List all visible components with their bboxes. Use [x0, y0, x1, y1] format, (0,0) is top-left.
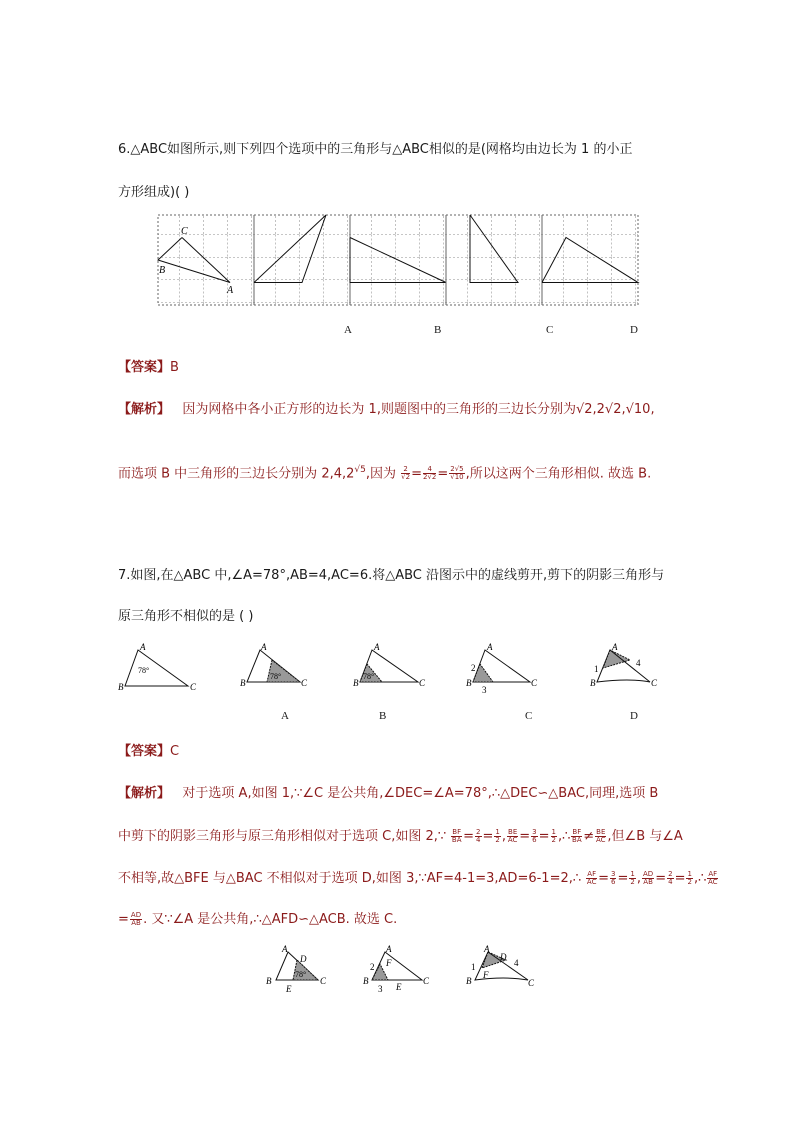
- analysis-text: 而选项 B 中三角形的三边长分别为 2,4,2: [118, 466, 355, 482]
- fraction: $\frac{1}{2}$: [687, 870, 692, 886]
- q6-option-b: B: [434, 324, 442, 336]
- q7-analysis-figure-2: [363, 944, 430, 994]
- q7-option-d-triangle: [590, 642, 658, 688]
- svg-text:B: B: [118, 682, 124, 692]
- svg-text:4: 4: [636, 658, 641, 668]
- svg-text:A: A: [484, 944, 490, 954]
- fraction: $\frac{2√5}{√10}$: [450, 465, 464, 482]
- fraction: $\frac{2}{√2}$: [401, 465, 411, 482]
- svg-text:B: B: [353, 678, 359, 688]
- svg-text:78°: 78°: [270, 672, 282, 681]
- fraction: $\frac{1}{2}$: [551, 828, 557, 844]
- q6-label-c: C: [181, 226, 188, 237]
- fraction: $\frac{AD}{AB}$: [130, 911, 142, 927]
- q6-grid-option-c: [446, 215, 542, 305]
- q6-label-a: A: [227, 285, 234, 296]
- svg-text:1: 1: [594, 664, 599, 674]
- fraction: $\frac{BE}{AC}$: [507, 828, 518, 844]
- q6-grid-original: [158, 215, 254, 305]
- analysis-text: 对于选项 A,如图 1,∵∠C 是公共角,∠DEC=∠A=78°,∴△DEC∽△BAC,同理,选项 B: [182, 786, 659, 801]
- q6-option-c: C: [546, 324, 554, 336]
- answer-value: B: [170, 360, 179, 375]
- svg-text:2: 2: [370, 962, 375, 972]
- q6-label-b: B: [159, 265, 166, 276]
- fraction: $\frac{AF}{AC}$: [707, 870, 718, 886]
- analysis-text: 中剪下的阴影三角形与原三角形相似对于选项 C,如图 2,∵: [118, 829, 447, 844]
- analysis-tag: 【解析】: [118, 402, 171, 417]
- q7-analysis-figures: [260, 940, 550, 1000]
- fraction: $\frac{BE}{AC}$: [596, 828, 606, 844]
- svg-text:B: B: [266, 976, 272, 986]
- svg-text:3: 3: [482, 685, 487, 695]
- fraction: $\frac{3}{6}$: [532, 828, 537, 844]
- svg-text:B: B: [240, 678, 246, 688]
- q7-analysis-line1: [118, 784, 658, 804]
- fraction: $\frac{AD}{AB}$: [643, 870, 654, 886]
- svg-text:3: 3: [378, 984, 383, 994]
- svg-text:1: 1: [471, 962, 476, 972]
- svg-text:F: F: [483, 970, 489, 980]
- svg-text:C: C: [419, 678, 426, 688]
- svg-text:D: D: [300, 954, 307, 964]
- q7-analysis-line2: 中剪下的阴影三角形与原三角形相似对于选项 C,如图 2,∵ $\frac{BF}{BA}$ = $\frac{2}{4}$ = $\frac{1}{2}$ , $\frac{BE}{AC}$ = $\frac{3}{6}$ = $\frac{1}{2}$ ,∴ $\frac{BF}{BA}$ ≠ $\frac{BE}{AC}$ ,但∠B 与∠A: [118, 828, 683, 844]
- svg-text:C: C: [190, 682, 197, 692]
- svg-text:A: A: [386, 944, 392, 954]
- fraction: $\frac{3}{6}$: [611, 870, 616, 886]
- q7-answer: [118, 742, 179, 762]
- svg-text:B: B: [466, 678, 472, 688]
- svg-text:C: C: [528, 978, 535, 988]
- svg-text:A: A: [612, 642, 618, 652]
- q6-figure-grids: [155, 212, 640, 312]
- svg-text:A: A: [140, 642, 146, 652]
- q7-option-c: C: [525, 710, 533, 722]
- q7-stem-line2: 原三角形不相似的是 ( ): [118, 609, 254, 624]
- fraction: $\frac{2}{4}$: [476, 828, 481, 844]
- svg-text:D: D: [500, 952, 507, 962]
- q6-analysis-line1: [118, 400, 655, 420]
- svg-text:78°: 78°: [363, 672, 375, 681]
- fraction: $\frac{BF}{BA}$: [451, 828, 462, 844]
- q6-analysis-line2: 而选项 B 中三角形的三边长分别为 $2,4,2^{√5}$,因为 $\frac{2}{√2}$ = $\frac{4}{2√2}$ = $\frac{2√5}{√10}$ ,所以这两个三角形相似. 故选 B.: [118, 465, 652, 482]
- answer-tag: 【答案】: [118, 360, 171, 375]
- q7-figure-options: [110, 638, 670, 700]
- analysis-tag: 【解析】: [118, 786, 171, 801]
- analysis-text: ,因为: [365, 466, 397, 482]
- answer-value: C: [170, 744, 180, 759]
- svg-text:A: A: [261, 642, 267, 652]
- q7-option-b: B: [379, 710, 387, 722]
- q6-option-d: D: [630, 324, 638, 336]
- svg-text:78°: 78°: [295, 970, 307, 979]
- q7-stem-line1: 7.如图,在△ABC 中,∠A=78°,AB=4,AC=6.将△ABC 沿图示中的虚线剪开,剪下的阴影三角形与: [118, 568, 665, 583]
- fraction: $\frac{1}{2}$: [495, 828, 500, 844]
- svg-text:B: B: [363, 976, 369, 986]
- analysis-text: ,所以这两个三角形相似. 故选 B.: [465, 466, 652, 482]
- q7-analysis-figure-3: [466, 944, 535, 988]
- analysis-text: 不相等,故△BFE 与△BAC 不相似对于选项 D,如图 3,∵AF=4-1=3,AD=6-1=2,∴: [118, 871, 582, 886]
- svg-text:B: B: [590, 678, 596, 688]
- svg-text:E: E: [396, 982, 402, 992]
- svg-text:C: C: [423, 976, 430, 986]
- fraction: $\frac{2}{4}$: [668, 870, 673, 886]
- fraction: $\frac{1}{2}$: [630, 870, 635, 886]
- q6-grid-option-d: [542, 215, 638, 305]
- svg-text:C: C: [531, 678, 538, 688]
- q7-option-a: A: [281, 710, 289, 722]
- answer-tag: 【答案】: [118, 744, 171, 759]
- q7-option-b-triangle: [353, 642, 426, 688]
- q6-stem-line1: 6.△ABC如图所示,则下列四个选项中的三角形与△ABC相似的是(网格均由边长为 1 的小正: [118, 142, 633, 157]
- analysis-text: . 又∵∠A 是公共角,∴△AFD∽△ACB. 故选 C.: [143, 912, 398, 927]
- svg-text:A: A: [282, 944, 288, 954]
- svg-text:2: 2: [471, 663, 476, 673]
- q7-analysis-figure-1: [266, 944, 327, 994]
- fraction: $\frac{BF}{BA}$: [572, 828, 582, 844]
- analysis-text: ,但∠B 与∠A: [607, 829, 683, 844]
- fraction: $\frac{AF}{AC}$: [586, 870, 597, 886]
- root-value: √5: [354, 465, 366, 475]
- svg-text:C: C: [320, 976, 327, 986]
- q6-grid-option-a: [254, 215, 350, 305]
- svg-text:E: E: [286, 984, 292, 994]
- q7-option-a-triangle: [240, 642, 308, 688]
- q6-stem-line2: 方形组成)( ): [118, 185, 190, 200]
- svg-text:4: 4: [514, 958, 519, 968]
- root-values: √2,2√2,√10,: [575, 402, 655, 417]
- svg-text:A: A: [374, 642, 380, 652]
- q7-option-c-triangle: [466, 642, 538, 695]
- svg-text:B: B: [466, 976, 472, 986]
- svg-text:F: F: [386, 958, 392, 968]
- svg-text:C: C: [651, 678, 658, 688]
- svg-text:C: C: [301, 678, 308, 688]
- q6-option-a: A: [344, 324, 352, 336]
- q7-original-triangle: [118, 642, 197, 692]
- analysis-text: 因为网格中各小正方形的边长为 1,则题图中的三角形的三边长分别为: [182, 402, 576, 417]
- q6-answer: [118, 358, 179, 378]
- svg-text:78°: 78°: [138, 666, 150, 675]
- q7-option-d: D: [630, 710, 638, 722]
- svg-text:A: A: [487, 642, 493, 652]
- fraction: $\frac{4}{2√2}$: [422, 465, 437, 482]
- q7-analysis-line4: = $\frac{AD}{AB}$ . 又∵∠A 是公共角,∴△AFD∽△ACB. 故选 C.: [118, 911, 398, 927]
- q7-analysis-line3: 不相等,故△BFE 与△BAC 不相似对于选项 D,如图 3,∵AF=4-1=3,AD=6-1=2,∴ $\frac{AF}{AC}$ = $\frac{3}{6}$ = $\frac{1}{2}$ , $\frac{AD}{AB}$ = $\frac{2}{4}$ = $\frac{1}{2}$ ,∴ $\frac{AF}{AC}$: [118, 870, 718, 886]
- q6-grid-option-b: [350, 215, 446, 305]
